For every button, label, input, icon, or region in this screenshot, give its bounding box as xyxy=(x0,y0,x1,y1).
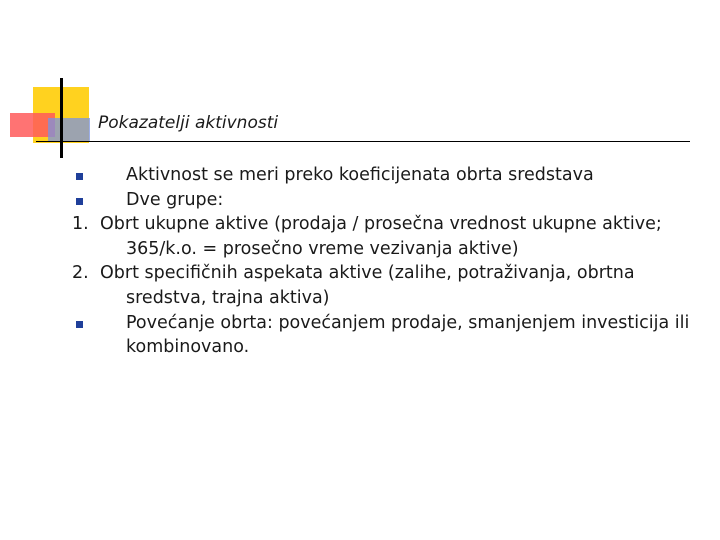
list-item-continuation xyxy=(98,335,708,360)
list-item-text: Povećanje obrta: povećanjem prodaje, smanjenjem investicija ili xyxy=(126,312,690,333)
title-underline xyxy=(36,141,690,142)
list-item-continuation xyxy=(98,237,708,262)
list-item-text: 365/k.o. = prosečno vreme vezivanja aktive) xyxy=(126,238,519,259)
slide-body xyxy=(72,163,708,360)
bullet-square-icon xyxy=(76,173,83,180)
list-item-text: Aktivnost se meri preko koeficijenata obrta sredstava xyxy=(126,165,594,185)
list-item-text: kombinovano. xyxy=(126,337,250,358)
list-item xyxy=(98,188,708,213)
list-item xyxy=(98,311,708,336)
list-item-text: Dve grupe: xyxy=(126,189,224,210)
item-number: 2. xyxy=(72,263,89,284)
bullet-square-icon xyxy=(76,198,83,205)
list-item-text: sredstva, trajna aktiva) xyxy=(126,287,330,308)
item-number: 1. xyxy=(72,214,89,235)
numbered-item xyxy=(72,212,708,237)
numbered-item xyxy=(72,261,708,286)
decor-blue-bar xyxy=(48,118,90,142)
list-item xyxy=(98,163,708,188)
slide-title: Pokazatelji aktivnosti xyxy=(98,113,279,133)
list-item-continuation xyxy=(98,286,708,311)
bullet-square-icon xyxy=(76,321,83,328)
list-item-text: Obrt specifičnih aspekata aktive (zalihe, potraživanja, obrtna xyxy=(100,263,635,284)
list-item-text: Obrt ukupne aktive (prodaja / prosečna vrednost ukupne aktive; xyxy=(100,214,662,235)
decor-vertical-line xyxy=(60,78,63,158)
